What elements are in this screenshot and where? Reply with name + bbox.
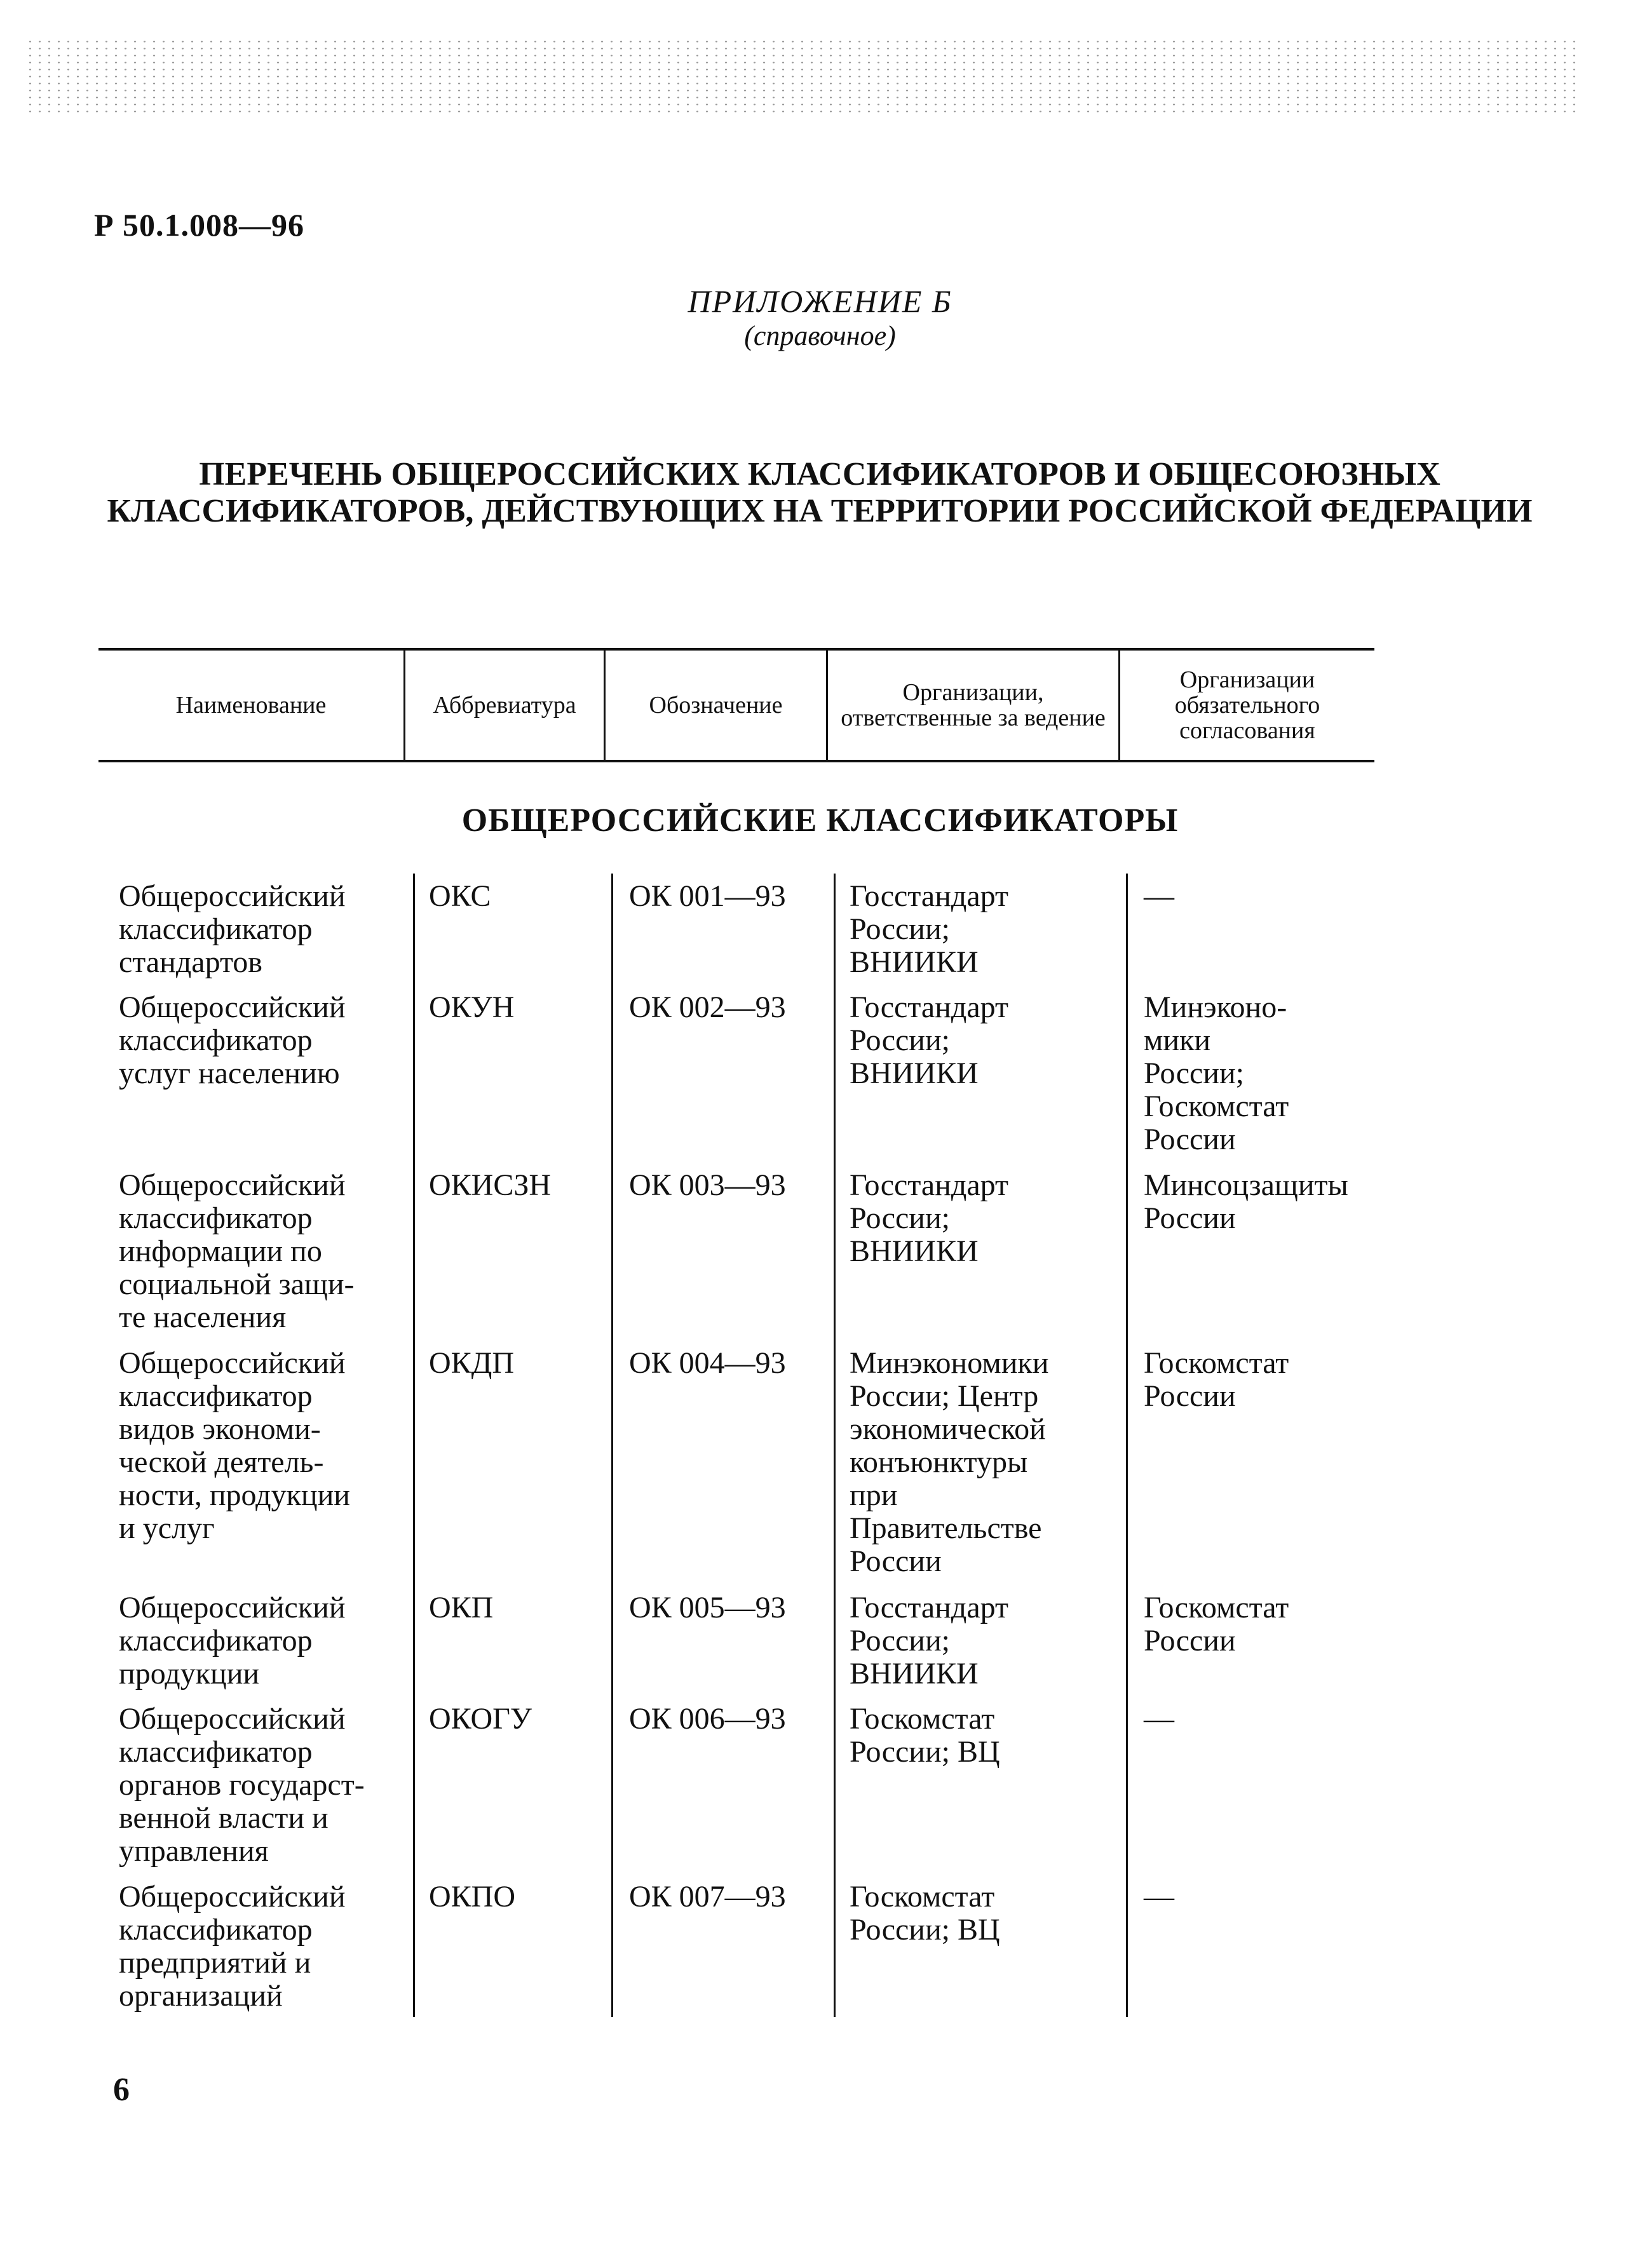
cell-code: ОК 006—93 xyxy=(629,1702,786,1736)
header-code: Обозначение xyxy=(604,651,826,760)
cell-name: Общероссийский классификатор видов экономи- ческой деятель- ности, продукции и услуг xyxy=(119,1346,350,1545)
table-row xyxy=(0,1591,1640,1703)
appendix-note: (справочное) xyxy=(744,320,896,351)
cell-code: ОК 005—93 xyxy=(629,1591,786,1624)
cell-responsible: Госстандарт России; ВНИИКИ xyxy=(850,879,1008,979)
cell-responsible: Госкомстат России; ВЦ xyxy=(850,1702,1000,1769)
cell-code: ОК 004—93 xyxy=(629,1346,786,1380)
table-row xyxy=(0,1880,1640,2033)
page-number: 6 xyxy=(113,2072,130,2108)
cell-name: Общероссийский классификатор информации по социальной защи- те населения xyxy=(119,1168,355,1334)
cell-approval: Госкомстат России xyxy=(1144,1591,1289,1657)
cell-abbr: ОКДП xyxy=(429,1346,515,1380)
cell-approval: — xyxy=(1144,1702,1174,1736)
cell-responsible: Госкомстат России; ВЦ xyxy=(850,1880,1000,1947)
table-row xyxy=(0,1347,1640,1591)
cell-code: ОК 001—93 xyxy=(629,879,786,913)
table-row xyxy=(0,1703,1640,1880)
cell-responsible: Госстандарт России; ВНИИКИ xyxy=(850,990,1008,1090)
cell-abbr: ОКПО xyxy=(429,1880,516,1914)
section-title: ОБЩЕРОССИЙСКИЕ КЛАССИФИКАТОРЫ xyxy=(461,802,1179,839)
cell-responsible: Минэкономики России; Центр экономической конъюнктуры при Правительстве России xyxy=(850,1346,1049,1578)
cell-name: Общероссийский классификатор органов государст- венной власти и управления xyxy=(119,1702,365,1868)
cell-name: Общероссийский классификатор продукции xyxy=(119,1591,346,1691)
table-row xyxy=(0,880,1640,991)
cell-approval: — xyxy=(1144,879,1174,913)
document-code: Р 50.1.008—96 xyxy=(94,207,305,243)
table-row xyxy=(0,1169,1640,1347)
header-approval: Организации обязательного согласования xyxy=(1118,651,1374,760)
main-title: ПЕРЕЧЕНЬ ОБЩЕРОССИЙСКИХ КЛАССИФИКАТОРОВ И ОБЩЕСОЮЗНЫХ КЛАССИФИКАТОРОВ, ДЕЙСТВУЮЩИХ НА ТЕРРИТОРИИ РОССИЙСКОЙ ФЕДЕРАЦИИ xyxy=(107,456,1533,529)
cell-approval: Минэконо- мики России; Госкомстат России xyxy=(1144,990,1289,1156)
cell-name: Общероссийский классификатор услуг населению xyxy=(119,990,346,1090)
header-name: Наименование xyxy=(175,692,327,719)
cell-code: ОК 003—93 xyxy=(629,1168,786,1202)
scan-noise-band xyxy=(25,38,1576,114)
cell-approval: — xyxy=(1144,1880,1174,1914)
cell-name: Общероссийский классификатор стандартов xyxy=(119,879,346,979)
table-row xyxy=(0,991,1640,1169)
cell-code: ОК 007—93 xyxy=(629,1880,786,1914)
cell-abbr: ОКС xyxy=(429,879,491,913)
cell-responsible: Госстандарт России; ВНИИКИ xyxy=(850,1168,1008,1268)
table-header xyxy=(98,648,1374,762)
cell-code: ОК 002—93 xyxy=(629,990,786,1024)
cell-responsible: Госстандарт России; ВНИИКИ xyxy=(850,1591,1008,1691)
header-responsible: Организации, ответственные за ведение xyxy=(826,651,1118,760)
appendix-title: ПРИЛОЖЕНИЕ Б xyxy=(688,283,952,319)
cell-abbr: ОКУН xyxy=(429,990,515,1024)
cell-abbr: ОКП xyxy=(429,1591,494,1624)
cell-approval: Минсоцзащиты России xyxy=(1144,1168,1348,1235)
header-abbr: Аббревиатура xyxy=(403,651,604,760)
cell-abbr: ОКОГУ xyxy=(429,1702,532,1736)
cell-approval: Госкомстат России xyxy=(1144,1346,1289,1413)
cell-name: Общероссийский классификатор предприятий и организаций xyxy=(119,1880,346,2013)
cell-abbr: ОКИСЗН xyxy=(429,1168,552,1202)
